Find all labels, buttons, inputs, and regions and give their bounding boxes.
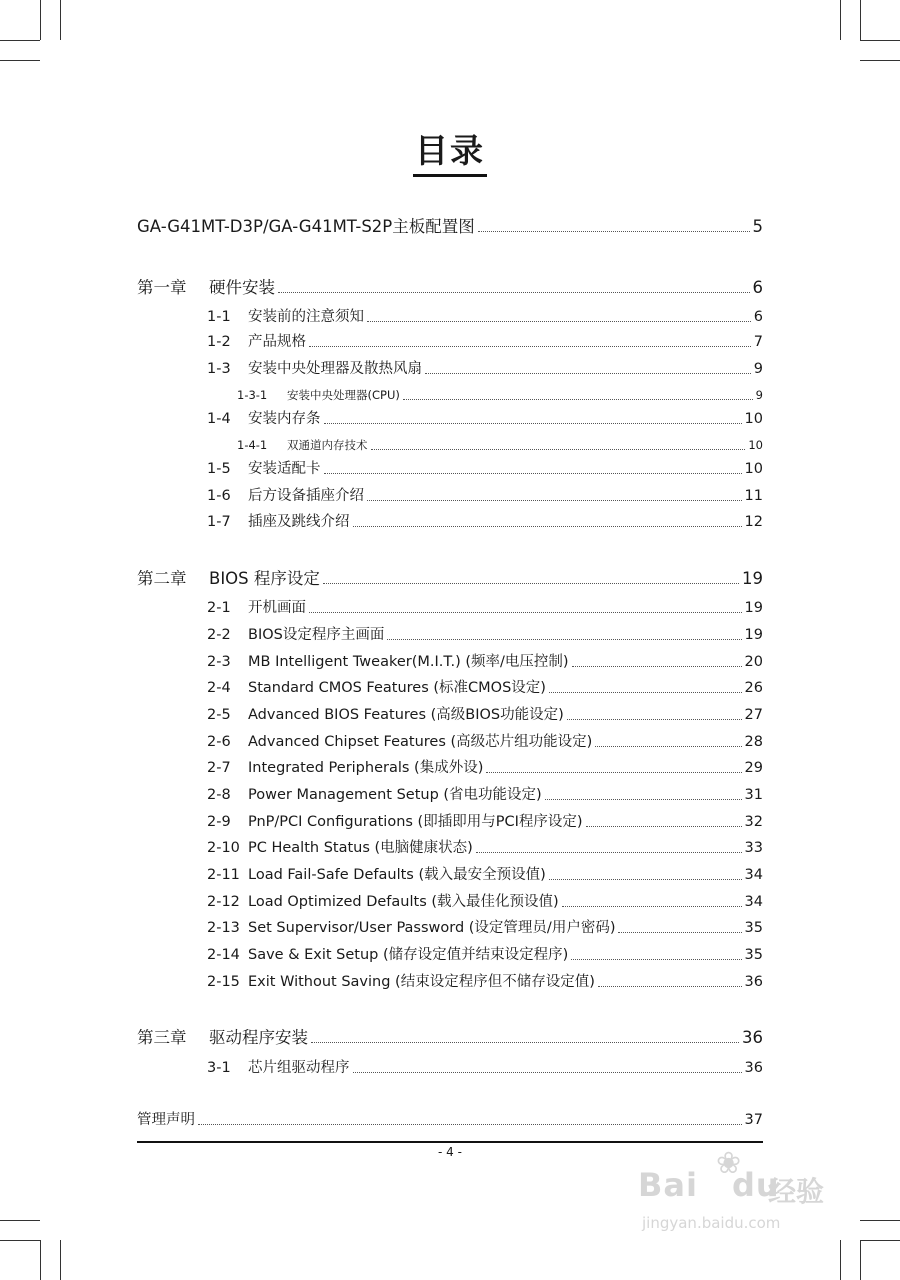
toc-entry[interactable] bbox=[137, 458, 763, 480]
toc-entry-number: 1-1 bbox=[207, 309, 231, 325]
toc-entry-number: 2-3 bbox=[207, 654, 231, 670]
dot-leader bbox=[562, 905, 742, 907]
crop-mark bbox=[0, 40, 40, 41]
toc-entry-page: 11 bbox=[744, 488, 763, 504]
crop-mark bbox=[860, 0, 861, 40]
toc-entry-label: 安装内存条 bbox=[248, 411, 321, 427]
dot-leader bbox=[324, 422, 742, 424]
toc-entry[interactable] bbox=[137, 511, 763, 533]
dot-leader bbox=[549, 878, 742, 880]
toc-entry-page: 12 bbox=[744, 514, 763, 530]
crop-mark bbox=[40, 0, 41, 40]
toc-entry-page: 33 bbox=[744, 840, 763, 856]
toc-entry-label: Set Supervisor/User Password (设定管理员/用户密码) bbox=[248, 920, 616, 936]
toc-entry-page: 35 bbox=[744, 920, 763, 936]
toc-entry-page: 37 bbox=[744, 1112, 763, 1128]
watermark-logo-text: Bai du bbox=[638, 1166, 780, 1204]
toc-entry-label: 芯片组驱动程序 bbox=[248, 1060, 350, 1076]
toc-entry-label: Power Management Setup (省电功能设定) bbox=[248, 787, 542, 803]
toc-entry-label: 安装中央处理器及散热风扇 bbox=[248, 361, 422, 377]
toc-entry-page: 28 bbox=[744, 734, 763, 750]
toc-entry-page: 34 bbox=[744, 894, 763, 910]
toc-entry[interactable] bbox=[137, 597, 763, 619]
toc-entry[interactable] bbox=[137, 677, 763, 699]
toc-entry-page: 10 bbox=[744, 461, 763, 477]
toc-entry-page: 31 bbox=[744, 787, 763, 803]
toc-entry[interactable] bbox=[137, 811, 763, 833]
toc-entry-page: 10 bbox=[744, 411, 763, 427]
toc-entry[interactable] bbox=[137, 891, 763, 913]
crop-mark bbox=[860, 1240, 900, 1241]
dot-leader bbox=[486, 771, 741, 773]
dot-leader bbox=[598, 985, 742, 987]
toc-entry[interactable] bbox=[137, 757, 763, 779]
toc-entry-label: 插座及跳线介绍 bbox=[248, 514, 350, 530]
toc-entry-page: 7 bbox=[753, 334, 763, 350]
toc-entry-number: 第一章 bbox=[137, 278, 187, 297]
toc-entry-page: 26 bbox=[744, 680, 763, 696]
toc-entry-page: 20 bbox=[744, 654, 763, 670]
toc-entry-number: 2-11 bbox=[207, 867, 240, 883]
toc-entry[interactable] bbox=[137, 277, 763, 299]
toc-entry-label: PnP/PCI Configurations (即插即用与PCI程序设定) bbox=[248, 814, 583, 830]
toc-entry-number: 2-7 bbox=[207, 760, 231, 776]
toc-entry-number: 2-13 bbox=[207, 920, 240, 936]
baidu-watermark bbox=[638, 1140, 848, 1240]
dot-leader bbox=[353, 525, 742, 527]
dot-leader bbox=[572, 665, 742, 667]
toc-entry-page: 34 bbox=[744, 867, 763, 883]
dot-leader bbox=[478, 230, 750, 232]
toc-entry-label: 安装前的注意须知 bbox=[248, 309, 364, 325]
toc-entry-label: Advanced Chipset Features (高级芯片组功能设定) bbox=[248, 734, 593, 750]
dot-leader bbox=[618, 931, 741, 933]
dot-leader bbox=[323, 582, 739, 584]
toc-entry[interactable] bbox=[137, 384, 763, 406]
toc-entry[interactable] bbox=[137, 837, 763, 859]
toc-entry-label: Load Optimized Defaults (载入最佳化预设值) bbox=[248, 894, 559, 910]
toc-entry[interactable] bbox=[137, 944, 763, 966]
toc-entry[interactable] bbox=[137, 306, 763, 328]
toc-entry[interactable] bbox=[137, 731, 763, 753]
dot-leader bbox=[571, 958, 741, 960]
dot-leader bbox=[367, 320, 751, 322]
toc-entry-number: 2-10 bbox=[207, 840, 240, 856]
toc-entry-label: Integrated Peripherals (集成外设) bbox=[248, 760, 484, 776]
toc-entry-page: 10 bbox=[748, 438, 763, 452]
toc-entry-page: 32 bbox=[744, 814, 763, 830]
toc-title bbox=[0, 130, 900, 177]
toc-entry[interactable] bbox=[137, 485, 763, 507]
dot-leader bbox=[549, 691, 742, 693]
toc-entry-number: 1-7 bbox=[207, 514, 231, 530]
dot-leader bbox=[476, 851, 742, 853]
toc-entry-number: 1-2 bbox=[207, 334, 231, 350]
toc-entry[interactable] bbox=[137, 864, 763, 886]
crop-mark bbox=[60, 1240, 61, 1280]
toc-entry-label: BIOS 程序设定 bbox=[209, 569, 320, 588]
toc-entry[interactable] bbox=[137, 971, 763, 993]
toc-entry-label: Save & Exit Setup (储存设定值并结束设定程序) bbox=[248, 947, 569, 963]
toc-entry[interactable] bbox=[137, 216, 763, 238]
dot-leader bbox=[403, 398, 753, 400]
toc-entry-page: 5 bbox=[752, 217, 763, 236]
toc-entry-label: Standard CMOS Features (标准CMOS设定) bbox=[248, 680, 546, 696]
toc-entry-page: 36 bbox=[744, 1060, 763, 1076]
toc-entry[interactable] bbox=[137, 434, 763, 456]
crop-mark bbox=[860, 1220, 900, 1221]
toc-entry-number: 1-6 bbox=[207, 488, 231, 504]
toc-entry-label: 开机画面 bbox=[248, 600, 306, 616]
crop-mark bbox=[0, 1220, 40, 1221]
dot-leader bbox=[198, 1123, 742, 1125]
dot-leader bbox=[387, 638, 741, 640]
toc-entry[interactable] bbox=[137, 624, 763, 646]
toc-entry-number: 1-3-1 bbox=[237, 388, 268, 402]
toc-entry[interactable] bbox=[137, 331, 763, 353]
crop-mark bbox=[860, 1240, 861, 1280]
toc-entry-number: 2-4 bbox=[207, 680, 231, 696]
page-number: - 4 - bbox=[438, 1145, 462, 1159]
dot-leader bbox=[353, 1071, 742, 1073]
paw-icon: ❀ bbox=[716, 1146, 742, 1181]
toc-entry-page: 6 bbox=[753, 309, 763, 325]
toc-entry-number: 2-1 bbox=[207, 600, 231, 616]
toc-entry-page: 36 bbox=[742, 1028, 763, 1047]
toc-entry-page: 6 bbox=[752, 278, 763, 297]
toc-entry-number: 2-2 bbox=[207, 627, 231, 643]
toc-entry[interactable] bbox=[137, 358, 763, 380]
toc-entry[interactable] bbox=[137, 408, 763, 430]
crop-mark bbox=[840, 0, 841, 40]
dot-leader bbox=[425, 372, 751, 374]
toc-entry-number: 2-9 bbox=[207, 814, 231, 830]
toc-entry-label: 驱动程序安装 bbox=[209, 1028, 308, 1047]
toc-entry-number: 第三章 bbox=[137, 1028, 187, 1047]
toc-entry[interactable] bbox=[137, 651, 763, 673]
toc-entry-label: MB Intelligent Tweaker(M.I.T.) (频率/电压控制) bbox=[248, 654, 569, 670]
dot-leader bbox=[567, 718, 742, 720]
toc-entry-page: 29 bbox=[744, 760, 763, 776]
toc-entry-page: 9 bbox=[753, 361, 763, 377]
toc-entry[interactable] bbox=[137, 568, 763, 590]
toc-entry-number: 1-5 bbox=[207, 461, 231, 477]
crop-mark bbox=[860, 40, 900, 41]
toc-entry-label: 安装适配卡 bbox=[248, 461, 321, 477]
toc-entry-page: 19 bbox=[744, 627, 763, 643]
toc-entry-label: PC Health Status (电脑健康状态) bbox=[248, 840, 473, 856]
toc-entry-number: 3-1 bbox=[207, 1060, 231, 1076]
crop-mark bbox=[60, 0, 61, 40]
toc-entry-page: 35 bbox=[744, 947, 763, 963]
dot-leader bbox=[309, 345, 751, 347]
toc-entry-number: 2-15 bbox=[207, 974, 240, 990]
toc-title-text: 目录 bbox=[413, 130, 487, 177]
toc-entry-label: GA-G41MT-D3P/GA-G41MT-S2P主板配置图 bbox=[137, 217, 475, 236]
dot-leader bbox=[367, 499, 742, 501]
toc-entry-number: 2-8 bbox=[207, 787, 231, 803]
toc-entry-number: 1-4-1 bbox=[237, 438, 268, 452]
dot-leader bbox=[309, 611, 742, 613]
dot-leader bbox=[278, 291, 750, 293]
toc-entry-label: BIOS设定程序主画面 bbox=[248, 627, 385, 643]
dot-leader bbox=[324, 472, 742, 474]
toc-entry-page: 19 bbox=[742, 569, 763, 588]
toc-entry-label: 双通道内存技术 bbox=[287, 438, 368, 452]
dot-leader bbox=[595, 745, 741, 747]
dot-leader bbox=[545, 798, 742, 800]
toc-entry[interactable] bbox=[137, 1057, 763, 1079]
toc-entry-page: 9 bbox=[755, 388, 763, 402]
watermark-cn-text: 经验 bbox=[768, 1175, 825, 1208]
toc-entry-page: 27 bbox=[744, 707, 763, 723]
toc-entry[interactable] bbox=[137, 704, 763, 726]
crop-mark bbox=[40, 1240, 41, 1280]
toc-entry[interactable] bbox=[137, 784, 763, 806]
toc-entry-label: 硬件安装 bbox=[209, 278, 275, 297]
dot-leader bbox=[311, 1041, 739, 1043]
toc-entry-number: 第二章 bbox=[137, 569, 187, 588]
toc-entry-page: 36 bbox=[744, 974, 763, 990]
toc-entry-label: 产品规格 bbox=[248, 334, 306, 350]
toc-entry-label: Load Fail-Safe Defaults (载入最安全预设值) bbox=[248, 867, 546, 883]
toc-entry-label: Exit Without Saving (结束设定程序但不储存设定值) bbox=[248, 974, 595, 990]
toc-entry-number: 1-3 bbox=[207, 361, 231, 377]
toc-entry-label: 安装中央处理器(CPU) bbox=[287, 388, 400, 402]
crop-mark bbox=[860, 60, 900, 61]
toc-entry-page: 19 bbox=[744, 600, 763, 616]
dot-leader bbox=[371, 448, 746, 450]
toc-entry-label: Advanced BIOS Features (高级BIOS功能设定) bbox=[248, 707, 564, 723]
toc-entry-label: 后方设备插座介绍 bbox=[248, 488, 364, 504]
toc-entry-number: 2-5 bbox=[207, 707, 231, 723]
dot-leader bbox=[586, 825, 742, 827]
crop-mark bbox=[0, 1240, 40, 1241]
toc-entry[interactable] bbox=[137, 917, 763, 939]
crop-mark bbox=[840, 1240, 841, 1280]
toc-entry-number: 2-6 bbox=[207, 734, 231, 750]
toc-entry-number: 1-4 bbox=[207, 411, 231, 427]
toc-entry-label: 管理声明 bbox=[137, 1112, 195, 1128]
toc-entry-number: 2-14 bbox=[207, 947, 240, 963]
crop-mark bbox=[0, 60, 40, 61]
watermark-url: jingyan.baidu.com bbox=[642, 1214, 781, 1232]
toc-entry[interactable] bbox=[137, 1109, 763, 1131]
toc-entry[interactable] bbox=[137, 1027, 763, 1049]
toc-entry-number: 2-12 bbox=[207, 894, 240, 910]
